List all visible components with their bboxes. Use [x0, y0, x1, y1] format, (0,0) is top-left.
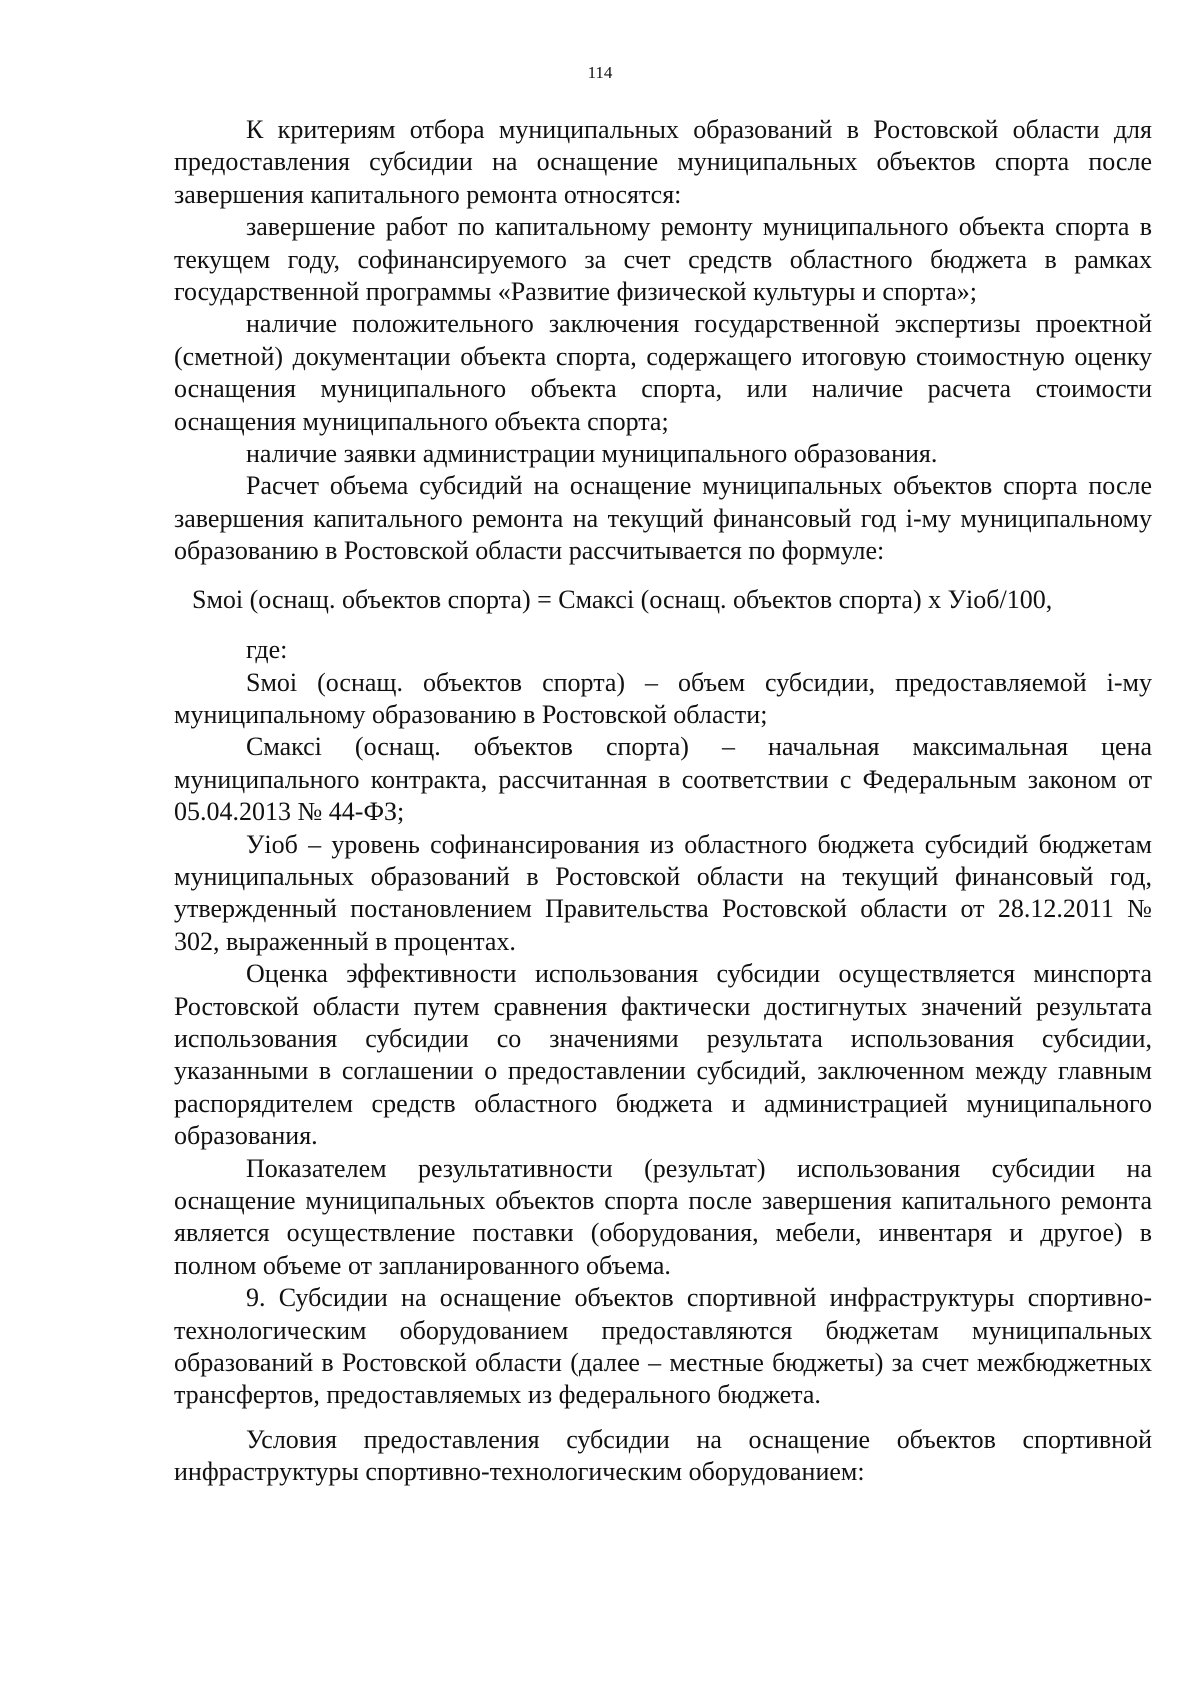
paragraph-definition-smoi: Sмоi (оснащ. объектов спорта) – объем субсидии, предоставляемой i-му муниципальному образованию в Ростовской области;	[174, 667, 1152, 729]
paragraph-definition-uiob: Уiоб – уровень софинансирования из областного бюджета субсидий бюджетам муниципальных образований в Ростовской области на текущий финансовый год, утвержденный постановлением Правительства Ростовской области от 28.12.2011 № 302, выраженный в процентах.	[174, 829, 1152, 956]
paragraph-efficiency-assessment: Оценка эффективности использования субсидии осуществляется минспорта Ростовской области путем сравнения фактически достигнутых значений результата использования субсидии со значениями результата использования субсидии, указанными в соглашении о предоставлении субсидий, заключенном между главным распорядителем средств областного бюджета и администрацией муниципального образования.	[174, 959, 1152, 1151]
page-number: 114	[587, 63, 613, 82]
paragraph-criterion-application: наличие заявки администрации муниципального образования.	[246, 439, 938, 469]
paragraph-criterion-expertise: наличие положительного заключения государственной экспертизы проектной (сметной) документации объекта спорта, содержащего итоговую стоимостную оценку оснащения муниципального объекта спорта, или наличие расчета стоимости оснащения муниципального объекта спорта;	[174, 309, 1152, 436]
paragraph-where: где:	[246, 635, 288, 665]
formula: Sмоi (оснащ. объектов спорта) = Смаксi (оснащ. объектов спорта) х Уiоб/100,	[192, 584, 1053, 614]
paragraph-section-9: 9. Субсидии на оснащение объектов спортивной инфраструктуры спортивно-технологическим оборудованием предоставляются бюджетам муниципальных образований в Ростовской области (далее – местные бюджеты) за счет межбюджетных трансфертов, предоставляемых из федерального бюджета.	[174, 1283, 1152, 1410]
paragraph-calculation-intro: Расчет объема субсидий на оснащение муниципальных объектов спорта после завершения капитального ремонта на текущий финансовый год i-му муниципальному образованию в Ростовской области рассчитывается по формуле:	[174, 471, 1152, 566]
document-body	[174, 114, 1152, 1489]
paragraph-conditions: Условия предоставления субсидии на оснащение объектов спортивной инфраструктуры спортивно-технологическим оборудованием:	[174, 1424, 1152, 1487]
paragraph-criterion-completion: завершение работ по капитальному ремонту муниципального объекта спорта в текущем году, софинансируемого за счет средств областного бюджета в рамках государственной программы «Развитие физической культуры и спорта»;	[174, 212, 1152, 307]
paragraph-definition-smaksi: Смаксi (оснащ. объектов спорта) – начальная максимальная цена муниципального контракта, рассчитанная в соответствии с Федеральным законом от 05.04.2013 № 44-ФЗ;	[174, 732, 1152, 827]
paragraph-performance-indicator: Показателем результативности (результат) использования субсидии на оснащение муниципальных объектов спорта после завершения капитального ремонта является осуществление поставки (оборудования, мебели, инвентаря и другое) в полном объеме от запланированного объема.	[174, 1153, 1152, 1280]
paragraph-criteria-intro: К критериям отбора муниципальных образований в Ростовской области для предоставления субсидии на оснащение муниципальных объектов спорта после завершения капитального ремонта относятся:	[174, 115, 1152, 209]
